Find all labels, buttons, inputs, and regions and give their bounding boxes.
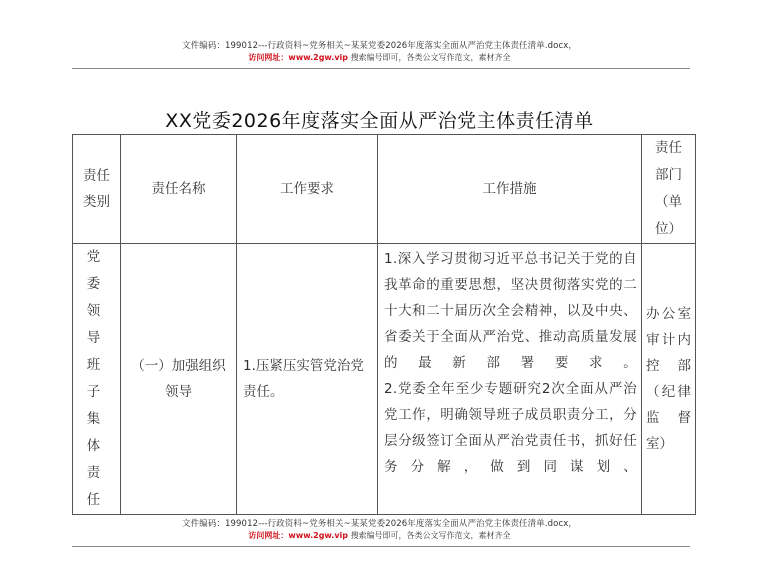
header-department-text: 责任部门（单位） — [655, 140, 682, 237]
page-header — [0, 40, 759, 64]
document-title: XX党委2026年度落实全面从严治党主体责任清单 — [165, 110, 594, 132]
header-file-code: 文件编码：199012---行政资料~党务相关~某某党委2026年度落实全面从严治党主体责任清单.docx， — [182, 41, 577, 51]
row-name-cell — [121, 244, 237, 515]
page-footer — [0, 518, 759, 542]
footer-url-link[interactable]: www.2gw.vip — [288, 531, 349, 540]
row-measure-1: 1.深入学习贯彻习近平总书记关于党的自我革命的重要思想，坚决贯彻落实党的二十大和二十届历次全会精神，以及中央、省委关于全面从严治党、推动高质量发展的最新部署要求。 — [384, 251, 637, 371]
header-tagline: 搜索编号即可，各类公文写作范文，素材齐全 — [350, 53, 511, 62]
header-cell-name: 责任名称 — [121, 135, 237, 244]
footer-tagline: 搜索编号即可，各类公文写作范文，素材齐全 — [350, 531, 511, 540]
header-cell-measures: 工作措施 — [378, 135, 642, 244]
header-rule — [72, 68, 690, 69]
row-category-text: 党委领导班子集体责任 — [86, 249, 107, 508]
responsibility-table — [72, 134, 696, 515]
row-department-cell — [642, 244, 696, 515]
footer-visit-label: 访问网址： — [248, 531, 289, 540]
header-cell-requirement: 工作要求 — [237, 135, 378, 244]
header-visit-line — [0, 52, 759, 64]
row-requirement-text: 1.压紧压实管党治党责任。 — [243, 358, 364, 400]
table-row — [73, 244, 696, 515]
header-cell-category — [73, 135, 121, 244]
header-url-link[interactable]: www.2gw.vip — [288, 53, 349, 62]
row-category-cell — [73, 244, 121, 515]
header-visit-label: 访问网址： — [248, 53, 289, 62]
row-requirement-cell — [237, 244, 378, 515]
footer-rule — [72, 546, 690, 547]
header-cell-department — [642, 135, 696, 244]
header-category-text: 责任类别 — [83, 168, 110, 210]
row-department-text: 办公室审计内控部（纪律监督室） — [646, 306, 691, 452]
footer-file-code: 文件编码：199012---行政资料~党务相关~某某党委2026年度落实全面从严治党主体责任清单.docx， — [182, 519, 577, 529]
row-measure-2: 2.党委全年至少专题研究2次全面从严治党工作，明确领导班子成员职责分工，分层分级签订全面从严治党责任书，抓好任务分解，做到同谋划、 — [384, 381, 637, 475]
table-header-row — [73, 135, 696, 244]
row-measures-cell — [378, 244, 642, 515]
row-name-text: （一）加强组织领导 — [131, 358, 226, 400]
footer-visit-line — [0, 530, 759, 542]
